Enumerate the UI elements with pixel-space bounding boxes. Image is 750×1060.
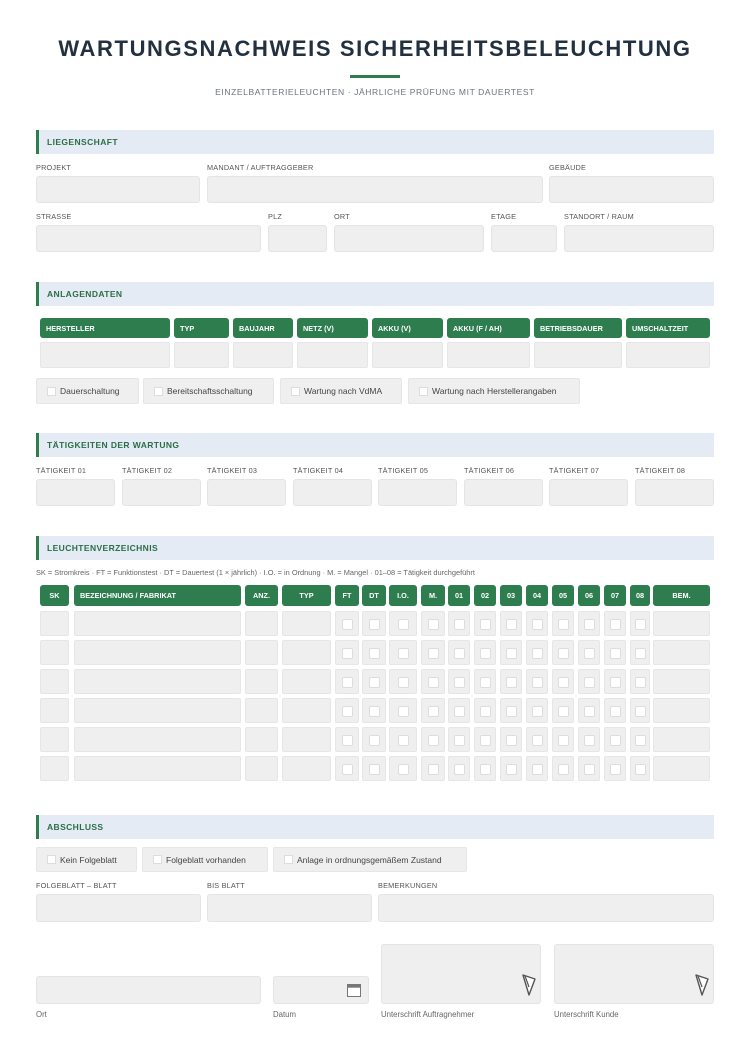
table-cell[interactable] bbox=[653, 669, 710, 694]
table-cell[interactable] bbox=[74, 756, 241, 781]
section-leuchten bbox=[36, 536, 714, 560]
table-checkbox[interactable] bbox=[578, 669, 600, 694]
baujahr-input[interactable] bbox=[233, 342, 293, 368]
checkbox[interactable] bbox=[284, 855, 293, 864]
table-cell[interactable] bbox=[282, 698, 331, 723]
mandant-field[interactable] bbox=[207, 176, 543, 203]
option-label: Kein Folgeblatt bbox=[60, 854, 117, 865]
label-datum: Datum bbox=[273, 1010, 296, 1019]
col-header: 05 bbox=[552, 585, 574, 606]
checkbox[interactable] bbox=[154, 387, 163, 396]
col-header: TYP bbox=[282, 585, 331, 606]
gebaeude-field[interactable] bbox=[549, 176, 714, 203]
label-bemerkungen: BEMERKUNGEN bbox=[378, 881, 438, 890]
pen-icon bbox=[521, 974, 537, 996]
table-checkbox[interactable] bbox=[335, 727, 359, 752]
col-header: 01 bbox=[448, 585, 470, 606]
option-label: Anlage in ordnungsgemäßem Zustand bbox=[297, 854, 442, 865]
table-checkbox[interactable] bbox=[448, 669, 470, 694]
table-checkbox[interactable] bbox=[362, 727, 386, 752]
table-cell[interactable] bbox=[74, 698, 241, 723]
table-checkbox[interactable] bbox=[474, 640, 496, 665]
col-header: 06 bbox=[578, 585, 600, 606]
strasse-field[interactable] bbox=[36, 225, 261, 252]
table-checkbox[interactable] bbox=[421, 756, 445, 781]
table-cell[interactable] bbox=[245, 756, 278, 781]
datum-input[interactable] bbox=[273, 976, 369, 1004]
taetigkeit-field[interactable] bbox=[122, 479, 201, 506]
table-checkbox[interactable] bbox=[526, 611, 548, 636]
label-projekt: PROJEKT bbox=[36, 163, 72, 172]
table-checkbox[interactable] bbox=[552, 611, 574, 636]
table-checkbox[interactable] bbox=[604, 611, 626, 636]
option-folgeblatt-vorhanden[interactable] bbox=[142, 847, 268, 872]
ort-field[interactable] bbox=[334, 225, 484, 252]
table-checkbox[interactable] bbox=[421, 727, 445, 752]
table-checkbox[interactable] bbox=[474, 756, 496, 781]
signature-kunde[interactable] bbox=[554, 944, 714, 1004]
table-checkbox[interactable] bbox=[604, 756, 626, 781]
col-header: BEM. bbox=[653, 585, 710, 606]
option-label: Dauerschaltung bbox=[60, 386, 120, 396]
table-cell[interactable] bbox=[74, 640, 241, 665]
label-taetigkeit: TÄTIGKEIT 02 bbox=[122, 466, 173, 475]
col-netz: NETZ (V) bbox=[297, 318, 368, 338]
table-checkbox[interactable] bbox=[604, 669, 626, 694]
legend-note: SK = Stromkreis · FT = Funktionstest · DT = Dauertest (1 × jährlich) · I.O. = in Ordnung · M. = Mangel · 01–08 = Tätigkeit durchgeführt bbox=[36, 568, 475, 577]
col-header: FT bbox=[335, 585, 359, 606]
bemerkungen-field[interactable] bbox=[378, 894, 714, 922]
netz-input[interactable] bbox=[297, 342, 368, 368]
table-checkbox[interactable] bbox=[335, 669, 359, 694]
taetigkeit-field[interactable] bbox=[207, 479, 286, 506]
table-checkbox[interactable] bbox=[335, 611, 359, 636]
table-cell[interactable] bbox=[74, 669, 241, 694]
col-header: SK bbox=[40, 585, 69, 606]
label-taetigkeit: TÄTIGKEIT 03 bbox=[207, 466, 258, 475]
table-checkbox[interactable] bbox=[335, 756, 359, 781]
option-anlage-ordnung[interactable] bbox=[273, 847, 467, 872]
label-taetigkeit: TÄTIGKEIT 04 bbox=[293, 466, 344, 475]
label-gebaeude: GEBÄUDE bbox=[549, 163, 587, 172]
label-standort: STANDORT / RAUM bbox=[564, 212, 634, 221]
table-checkbox[interactable] bbox=[578, 698, 600, 723]
option-label: Wartung nach Herstellerangaben bbox=[432, 386, 557, 396]
table-checkbox[interactable] bbox=[578, 756, 600, 781]
table-checkbox[interactable] bbox=[500, 611, 522, 636]
taetigkeit-field[interactable] bbox=[293, 479, 372, 506]
projekt-field[interactable] bbox=[36, 176, 200, 203]
col-header: BEZEICHNUNG / FABRIKAT bbox=[74, 585, 241, 606]
label-taetigkeit: TÄTIGKEIT 05 bbox=[378, 466, 429, 475]
table-checkbox[interactable] bbox=[578, 727, 600, 752]
table-cell[interactable] bbox=[653, 698, 710, 723]
table-checkbox[interactable] bbox=[335, 640, 359, 665]
table-checkbox[interactable] bbox=[500, 669, 522, 694]
section-liegenschaft bbox=[36, 130, 714, 154]
table-checkbox[interactable] bbox=[362, 756, 386, 781]
calendar-icon[interactable] bbox=[347, 984, 361, 997]
table-checkbox[interactable] bbox=[389, 698, 417, 723]
label-taetigkeit: TÄTIGKEIT 07 bbox=[549, 466, 600, 475]
table-checkbox[interactable] bbox=[474, 669, 496, 694]
option-bereitschaftsschaltung[interactable] bbox=[143, 378, 274, 404]
table-checkbox[interactable] bbox=[421, 640, 445, 665]
taetigkeit-field[interactable] bbox=[635, 479, 714, 506]
page-subtitle: EINZELBATTERIELEUCHTEN · JÄHRLICHE PRÜFUNG MIT DAUERTEST bbox=[215, 87, 535, 97]
table-cell[interactable] bbox=[653, 756, 710, 781]
table-checkbox[interactable] bbox=[630, 669, 650, 694]
akku-v-input[interactable] bbox=[372, 342, 443, 368]
bis-blatt-field[interactable] bbox=[207, 894, 372, 922]
col-header: ANZ. bbox=[245, 585, 278, 606]
table-cell[interactable] bbox=[74, 611, 241, 636]
table-checkbox[interactable] bbox=[448, 727, 470, 752]
table-checkbox[interactable] bbox=[389, 727, 417, 752]
col-hersteller: HERSTELLER bbox=[40, 318, 170, 338]
table-cell[interactable] bbox=[40, 698, 69, 723]
option-label: Folgeblatt vorhanden bbox=[166, 854, 246, 865]
table-checkbox[interactable] bbox=[500, 727, 522, 752]
option-label: Wartung nach VdMA bbox=[304, 386, 383, 396]
label-ort-footer: Ort bbox=[36, 1010, 47, 1019]
table-checkbox[interactable] bbox=[604, 698, 626, 723]
label-ort: ORT bbox=[334, 212, 350, 221]
table-checkbox[interactable] bbox=[578, 640, 600, 665]
table-checkbox[interactable] bbox=[552, 756, 574, 781]
table-checkbox[interactable] bbox=[526, 698, 548, 723]
table-checkbox[interactable] bbox=[474, 611, 496, 636]
table-checkbox[interactable] bbox=[474, 698, 496, 723]
table-checkbox[interactable] bbox=[448, 611, 470, 636]
col-header: DT bbox=[362, 585, 386, 606]
table-cell[interactable] bbox=[74, 727, 241, 752]
table-checkbox[interactable] bbox=[604, 727, 626, 752]
col-akku-v: AKKU (V) bbox=[372, 318, 443, 338]
label-strasse: STRASSE bbox=[36, 212, 72, 221]
col-baujahr: BAUJAHR bbox=[233, 318, 293, 338]
table-cell[interactable] bbox=[282, 640, 331, 665]
standort-field[interactable] bbox=[564, 225, 714, 252]
table-cell[interactable] bbox=[245, 669, 278, 694]
table-checkbox[interactable] bbox=[526, 727, 548, 752]
section-title: LIEGENSCHAFT bbox=[47, 137, 118, 147]
table-cell[interactable] bbox=[245, 698, 278, 723]
table-checkbox[interactable] bbox=[604, 640, 626, 665]
table-checkbox[interactable] bbox=[389, 640, 417, 665]
table-checkbox[interactable] bbox=[630, 640, 650, 665]
table-checkbox[interactable] bbox=[448, 756, 470, 781]
table-cell[interactable] bbox=[40, 756, 69, 781]
plz-field[interactable] bbox=[268, 225, 327, 252]
taetigkeit-field[interactable] bbox=[464, 479, 543, 506]
table-checkbox[interactable] bbox=[421, 611, 445, 636]
option-kein-folgeblatt[interactable] bbox=[36, 847, 137, 872]
table-checkbox[interactable] bbox=[500, 640, 522, 665]
table-checkbox[interactable] bbox=[362, 640, 386, 665]
table-cell[interactable] bbox=[282, 611, 331, 636]
option-label: Bereitschaftsschaltung bbox=[167, 386, 253, 396]
table-checkbox[interactable] bbox=[500, 756, 522, 781]
akku-f-input[interactable] bbox=[447, 342, 530, 368]
table-checkbox[interactable] bbox=[421, 669, 445, 694]
section-title: ANLAGENDATEN bbox=[47, 289, 123, 299]
etage-field[interactable] bbox=[491, 225, 557, 252]
table-cell[interactable] bbox=[653, 640, 710, 665]
col-header: 04 bbox=[526, 585, 548, 606]
col-header: 07 bbox=[604, 585, 626, 606]
table-checkbox[interactable] bbox=[362, 611, 386, 636]
checkbox[interactable] bbox=[419, 387, 428, 396]
table-checkbox[interactable] bbox=[362, 669, 386, 694]
table-checkbox[interactable] bbox=[630, 756, 650, 781]
table-checkbox[interactable] bbox=[421, 698, 445, 723]
betriebsdauer-input[interactable] bbox=[534, 342, 622, 368]
label-mandant: MANDANT / AUFTRAGGEBER bbox=[207, 163, 314, 172]
label-unterschrift-kunde: Unterschrift Kunde bbox=[554, 1010, 619, 1019]
folgeblatt-field[interactable] bbox=[36, 894, 201, 922]
label-folgeblatt: FOLGEBLATT – BLATT bbox=[36, 881, 117, 890]
label-taetigkeit: TÄTIGKEIT 01 bbox=[36, 466, 87, 475]
typ-input[interactable] bbox=[174, 342, 229, 368]
signature-auftragnehmer[interactable] bbox=[381, 944, 541, 1004]
table-checkbox[interactable] bbox=[552, 669, 574, 694]
table-cell[interactable] bbox=[245, 727, 278, 752]
table-checkbox[interactable] bbox=[552, 727, 574, 752]
table-checkbox[interactable] bbox=[389, 611, 417, 636]
table-checkbox[interactable] bbox=[389, 669, 417, 694]
table-checkbox[interactable] bbox=[500, 698, 522, 723]
table-cell[interactable] bbox=[245, 640, 278, 665]
table-cell[interactable] bbox=[40, 669, 69, 694]
label-taetigkeit: TÄTIGKEIT 08 bbox=[635, 466, 686, 475]
table-checkbox[interactable] bbox=[630, 727, 650, 752]
option-dauerschaltung[interactable] bbox=[36, 378, 139, 404]
table-cell[interactable] bbox=[653, 611, 710, 636]
section-taetigkeiten bbox=[36, 433, 714, 457]
col-typ: TYP bbox=[174, 318, 229, 338]
hersteller-input[interactable] bbox=[40, 342, 170, 368]
table-cell[interactable] bbox=[282, 756, 331, 781]
option-wartung-vdma[interactable] bbox=[280, 378, 402, 404]
col-header: 08 bbox=[630, 585, 650, 606]
checkbox[interactable] bbox=[153, 855, 162, 864]
label-bis-blatt: BIS BLATT bbox=[207, 881, 245, 890]
table-checkbox[interactable] bbox=[526, 669, 548, 694]
table-cell[interactable] bbox=[282, 727, 331, 752]
table-checkbox[interactable] bbox=[526, 640, 548, 665]
table-checkbox[interactable] bbox=[526, 756, 548, 781]
table-cell[interactable] bbox=[40, 640, 69, 665]
taetigkeit-field[interactable] bbox=[36, 479, 115, 506]
col-akku-f: AKKU (F / AH) bbox=[447, 318, 530, 338]
page-title: WARTUNGSNACHWEIS SICHERHEITSBELEUCHTUNG bbox=[58, 36, 692, 61]
section-title: LEUCHTENVERZEICHNIS bbox=[47, 543, 159, 553]
title-underline bbox=[350, 75, 400, 78]
taetigkeit-field[interactable] bbox=[549, 479, 628, 506]
table-checkbox[interactable] bbox=[630, 611, 650, 636]
table-checkbox[interactable] bbox=[552, 640, 574, 665]
label-etage: ETAGE bbox=[491, 212, 517, 221]
table-checkbox[interactable] bbox=[552, 698, 574, 723]
col-header: I.O. bbox=[389, 585, 417, 606]
table-cell[interactable] bbox=[40, 611, 69, 636]
col-header: 03 bbox=[500, 585, 522, 606]
ort-input[interactable] bbox=[36, 976, 261, 1004]
table-checkbox[interactable] bbox=[474, 727, 496, 752]
table-checkbox[interactable] bbox=[630, 698, 650, 723]
table-checkbox[interactable] bbox=[448, 640, 470, 665]
table-checkbox[interactable] bbox=[448, 698, 470, 723]
pen-icon bbox=[694, 974, 710, 996]
table-checkbox[interactable] bbox=[362, 698, 386, 723]
option-wartung-hersteller[interactable] bbox=[408, 378, 580, 404]
table-checkbox[interactable] bbox=[578, 611, 600, 636]
table-checkbox[interactable] bbox=[389, 756, 417, 781]
table-cell[interactable] bbox=[282, 669, 331, 694]
section-anlagendaten bbox=[36, 282, 714, 306]
table-cell[interactable] bbox=[653, 727, 710, 752]
table-checkbox[interactable] bbox=[335, 698, 359, 723]
checkbox[interactable] bbox=[291, 387, 300, 396]
label-plz: PLZ bbox=[268, 212, 282, 221]
taetigkeit-field[interactable] bbox=[378, 479, 457, 506]
label-unterschrift-auftragnehmer: Unterschrift Auftragnehmer bbox=[381, 1010, 475, 1019]
umschaltzeit-input[interactable] bbox=[626, 342, 710, 368]
col-betriebsdauer: BETRIEBSDAUER bbox=[534, 318, 622, 338]
section-title: ABSCHLUSS bbox=[47, 822, 104, 832]
col-umschaltzeit: UMSCHALTZEIT bbox=[626, 318, 710, 338]
table-cell[interactable] bbox=[245, 611, 278, 636]
checkbox[interactable] bbox=[47, 387, 56, 396]
section-title: TÄTIGKEITEN DER WARTUNG bbox=[47, 440, 180, 450]
col-header: 02 bbox=[474, 585, 496, 606]
checkbox[interactable] bbox=[47, 855, 56, 864]
label-taetigkeit: TÄTIGKEIT 06 bbox=[464, 466, 515, 475]
table-cell[interactable] bbox=[40, 727, 69, 752]
col-header: M. bbox=[421, 585, 445, 606]
section-abschluss bbox=[36, 815, 714, 839]
